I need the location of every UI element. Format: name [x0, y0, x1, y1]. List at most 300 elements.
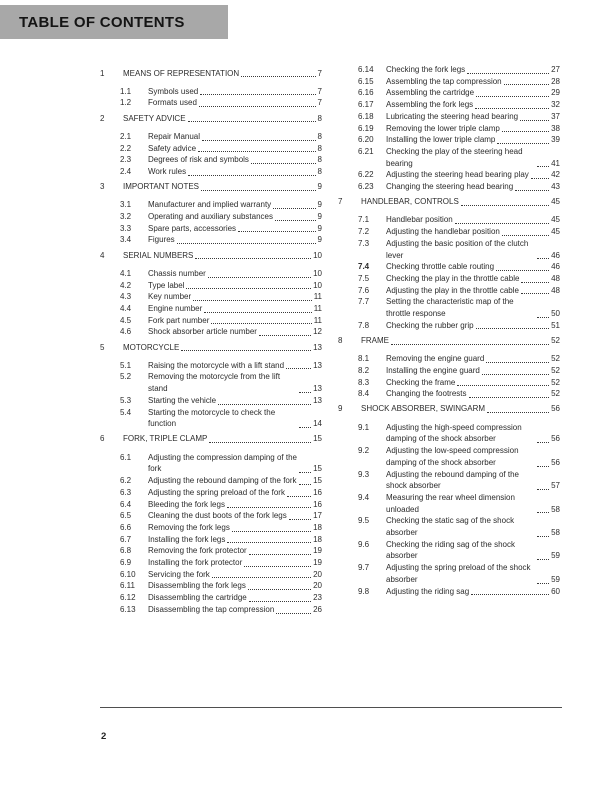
dot-leader — [299, 472, 311, 473]
entry-page-number: 18 — [313, 522, 322, 532]
entry-title: Lubricating the steering head bearing — [386, 111, 519, 121]
dot-leader — [476, 96, 549, 97]
entry-title: Manufacturer and implied warranty — [148, 200, 272, 210]
dot-leader — [520, 120, 549, 121]
entry-number: 8.4 — [358, 389, 370, 399]
toc-entry — [338, 273, 560, 285]
entry-page-number: 20 — [313, 569, 322, 579]
entry-title: Starting the motorcycle to check the function — [148, 407, 276, 429]
entry-title: Cleaning the dust boots of the fork legs — [148, 511, 287, 521]
entry-number: 4.5 — [120, 315, 132, 325]
dot-leader — [487, 412, 549, 413]
toc-entry — [100, 291, 322, 303]
toc-entry — [100, 557, 322, 569]
entry-page-number: 13 — [313, 360, 322, 370]
dot-leader — [248, 589, 311, 590]
entry-page-number: 10 — [313, 280, 322, 290]
entry-number: 6.21 — [358, 146, 374, 156]
entry-number: 1 — [100, 68, 105, 78]
toc-entry — [338, 539, 560, 562]
entry-number: 5.1 — [120, 360, 132, 370]
entry-title: Removing the engine guard — [386, 354, 485, 364]
entry-page-number: 46 — [551, 250, 560, 260]
page-number: 2 — [101, 731, 107, 742]
toc-entry — [338, 320, 560, 332]
entry-title: Checking the riding sag of the shock absorber — [386, 539, 515, 561]
entry-page-number: 58 — [551, 504, 560, 514]
entry-page-number: 59 — [551, 551, 560, 561]
toc-entry — [338, 388, 560, 400]
dot-leader — [299, 392, 311, 393]
toc-entry — [100, 326, 322, 338]
entry-page-number: 28 — [551, 76, 560, 86]
entry-title: Removing the fork legs — [148, 522, 230, 532]
page-title-banner — [0, 5, 228, 39]
toc-entry — [100, 268, 322, 280]
toc-entry — [338, 76, 560, 88]
entry-page-number: 52 — [551, 389, 560, 399]
entry-title: Fork part number — [148, 315, 210, 325]
entry-page-number: 52 — [551, 365, 560, 375]
toc-entry — [338, 403, 560, 415]
page-title: TABLE OF CONTENTS — [19, 13, 185, 31]
entry-page-number: 11 — [313, 315, 322, 325]
entry-page-number: 12 — [313, 327, 322, 337]
entry-number: 6.19 — [358, 123, 374, 133]
dot-leader — [211, 323, 311, 324]
toc-entry — [100, 154, 322, 166]
entry-title: Operating and auxiliary substances — [148, 212, 273, 222]
toc-entry — [338, 238, 560, 261]
entry-page-number: 52 — [551, 377, 560, 387]
toc-entry — [338, 469, 560, 492]
entry-title: Adjusting the low-speed compression damping of the shock absorber — [386, 446, 519, 467]
dot-leader — [502, 235, 549, 236]
entry-number: 9.7 — [358, 563, 370, 573]
dot-leader — [504, 84, 549, 85]
entry-page-number: 15 — [313, 476, 322, 486]
entry-title: Adjusting the basic position of the clutch lever — [386, 238, 529, 260]
dot-leader — [521, 293, 549, 294]
entry-page-number: 43 — [551, 182, 560, 192]
toc-entry — [100, 68, 322, 80]
entry-page-number: 56 — [551, 457, 560, 467]
entry-title: Work rules — [148, 166, 187, 176]
entry-number: 3.1 — [120, 200, 132, 210]
entry-title: Installing the engine guard — [386, 365, 480, 375]
dot-leader — [475, 108, 549, 109]
entry-number: 2.1 — [120, 131, 132, 141]
dot-leader — [202, 140, 316, 141]
entry-page-number: 11 — [313, 303, 322, 313]
dot-leader — [259, 335, 311, 336]
entry-number: 8.2 — [358, 365, 370, 375]
toc-entry — [338, 87, 560, 99]
entry-page-number: 9 — [317, 200, 322, 210]
entry-page-number: 13 — [313, 342, 322, 352]
entry-number: 9 — [338, 404, 343, 414]
dot-leader — [537, 166, 549, 167]
dot-leader — [188, 175, 315, 176]
entry-number: 6 — [100, 434, 105, 444]
dot-leader — [251, 163, 316, 164]
entry-title: Adjusting the spring preload of the shock absorber — [386, 563, 531, 584]
entry-title: HANDLEBAR, CONTROLS — [361, 197, 459, 207]
entry-title: Adjusting the handlebar position — [386, 227, 500, 237]
entry-number: 7 — [338, 197, 343, 207]
dot-leader — [537, 258, 549, 259]
dot-leader — [241, 76, 315, 77]
entry-title: Assembling the fork legs — [386, 100, 474, 110]
dot-leader — [515, 190, 549, 191]
dot-leader — [531, 178, 549, 179]
entry-number: 6.11 — [120, 581, 135, 591]
dot-leader — [391, 344, 549, 345]
entry-number: 7.3 — [358, 238, 370, 248]
entry-number: 6.18 — [358, 111, 374, 121]
entry-number: 6.3 — [120, 487, 132, 497]
entry-number: 3.2 — [120, 212, 132, 222]
entry-page-number: 7 — [317, 68, 322, 78]
toc-entry — [338, 261, 560, 273]
entry-page-number: 48 — [551, 273, 560, 283]
dot-leader — [244, 566, 311, 567]
entry-page-number: 52 — [551, 354, 560, 364]
entry-number: 9.3 — [358, 469, 370, 479]
entry-page-number: 45 — [551, 197, 560, 207]
dot-leader — [537, 559, 549, 560]
entry-title: Adjusting the high-speed compression damping of the shock absorber — [386, 422, 522, 444]
entry-number: 2.2 — [120, 143, 132, 153]
entry-title: Disassembling the fork legs — [148, 581, 246, 591]
entry-title: Checking the fork legs — [386, 65, 466, 74]
entry-page-number: 32 — [551, 100, 560, 110]
entry-page-number: 29 — [551, 88, 560, 98]
toc-entry — [100, 166, 322, 178]
toc-entry — [338, 492, 560, 515]
entry-title: Servicing the fork — [148, 569, 210, 579]
entry-title: Installing the fork legs — [148, 534, 226, 544]
dot-leader — [238, 231, 316, 232]
entry-page-number: 8 — [317, 166, 322, 176]
entry-page-number: 10 — [313, 250, 322, 260]
toc-entry — [100, 211, 322, 223]
entry-page-number: 41 — [551, 158, 560, 168]
entry-title: Repair Manual — [148, 131, 201, 141]
entry-number: 6.6 — [120, 522, 132, 532]
toc-entry — [338, 515, 560, 538]
entry-page-number: 39 — [551, 135, 560, 145]
entry-number: 2.3 — [120, 155, 132, 165]
entry-number: 4.3 — [120, 292, 132, 302]
entry-number: 6.5 — [120, 511, 132, 521]
entry-title: Removing the motorcycle from the lift stand — [148, 372, 281, 394]
entry-title: Checking the static sag of the shock absorber — [386, 516, 515, 538]
entry-number: 6.20 — [358, 135, 374, 145]
entry-title: Disassembling the cartridge — [148, 593, 247, 603]
entry-number: 6.4 — [120, 499, 132, 509]
entry-title: Starting the vehicle — [148, 395, 217, 405]
entry-title: Disassembling the tap compression — [148, 604, 275, 614]
entry-title: Spare parts, accessories — [148, 223, 237, 233]
entry-page-number: 56 — [551, 434, 560, 444]
entry-number: 9.8 — [358, 586, 370, 596]
entry-page-number: 52 — [551, 335, 560, 345]
entry-title: Safety advice — [148, 143, 197, 153]
entry-number: 9.6 — [358, 539, 370, 549]
entry-page-number: 27 — [551, 65, 560, 74]
dot-leader — [273, 208, 315, 209]
entry-number: 5.3 — [120, 395, 132, 405]
toc-entry — [100, 181, 322, 193]
entry-title: IMPORTANT NOTES — [123, 182, 200, 192]
entry-page-number: 9 — [317, 182, 322, 192]
toc-entry — [100, 604, 322, 616]
dot-leader — [537, 466, 549, 467]
entry-page-number: 37 — [551, 111, 560, 121]
dot-leader — [249, 601, 311, 602]
toc-entry — [338, 214, 560, 226]
dot-leader — [482, 374, 549, 375]
entry-title: Changing the steering head bearing — [386, 182, 514, 192]
entry-title: Adjusting the compression damping of the fork — [148, 452, 297, 474]
entry-number: 6.22 — [358, 170, 374, 180]
entry-title: Degrees of risk and symbols — [148, 155, 249, 165]
toc-entry — [100, 433, 322, 445]
entry-page-number: 17 — [313, 511, 322, 521]
dot-leader — [188, 121, 316, 122]
entry-title: Checking the play in the throttle cable — [386, 273, 520, 283]
entry-page-number: 45 — [551, 227, 560, 237]
entry-page-number: 51 — [551, 320, 560, 330]
entry-number: 6.23 — [358, 182, 374, 192]
dot-leader — [457, 385, 549, 386]
toc-entry — [100, 499, 322, 511]
entry-page-number: 9 — [317, 212, 322, 222]
toc-entry — [338, 134, 560, 146]
dot-leader — [502, 131, 549, 132]
entry-page-number: 11 — [313, 292, 322, 302]
entry-title: SHOCK ABSORBER, SWINGARM — [361, 404, 486, 414]
dot-leader — [286, 368, 311, 369]
entry-title: Engine number — [148, 303, 203, 313]
entry-number: 7.1 — [358, 215, 370, 225]
dot-leader — [497, 143, 549, 144]
toc-entry — [100, 234, 322, 246]
dot-leader — [227, 542, 311, 543]
dot-leader — [537, 512, 549, 513]
entry-number: 5.2 — [120, 372, 132, 382]
toc-entry — [338, 196, 560, 208]
toc-entry — [100, 97, 322, 109]
dot-leader — [467, 73, 549, 74]
toc-entry — [100, 407, 322, 430]
entry-page-number: 9 — [317, 223, 322, 233]
entry-number: 1.2 — [120, 98, 132, 108]
entry-number: 8 — [338, 335, 343, 345]
entry-number: 4 — [100, 250, 105, 260]
toc-entry — [100, 522, 322, 534]
toc-entry — [338, 296, 560, 319]
dot-leader — [299, 484, 312, 485]
dot-leader — [276, 613, 311, 614]
entry-page-number: 48 — [551, 285, 560, 295]
dot-leader — [181, 350, 311, 351]
toc-entry — [100, 534, 322, 546]
entry-title: Key number — [148, 292, 192, 302]
dot-leader — [218, 404, 311, 405]
entry-page-number: 38 — [551, 123, 560, 133]
entry-number: 6.9 — [120, 558, 132, 568]
dot-leader — [198, 151, 316, 152]
entry-number: 9.5 — [358, 516, 370, 526]
entry-title: Adjusting the play in the throttle cable — [386, 285, 519, 295]
entry-title: Removing the fork protector — [148, 546, 247, 556]
entry-title: Adjusting the riding sag — [386, 586, 470, 596]
entry-number: 6.1 — [120, 452, 132, 462]
dot-leader — [199, 106, 316, 107]
entry-page-number: 26 — [313, 604, 322, 614]
dot-leader — [537, 442, 549, 443]
toc-entry — [100, 131, 322, 143]
entry-number: 7.4 — [358, 262, 370, 272]
entry-title: FRAME — [361, 335, 389, 345]
toc-entry — [338, 99, 560, 111]
entry-page-number: 16 — [313, 499, 322, 509]
dot-leader — [200, 94, 315, 95]
entry-number: 5.4 — [120, 407, 132, 417]
toc-entry — [338, 146, 560, 169]
entry-number: 3 — [100, 182, 105, 192]
toc-entry — [100, 280, 322, 292]
dot-leader — [496, 270, 549, 271]
toc-entry — [100, 143, 322, 155]
entry-title: Setting the characteristic map of the throttle response — [386, 297, 514, 319]
toc-entry — [100, 199, 322, 211]
dot-leader — [204, 312, 311, 313]
entry-title: Measuring the rear wheel dimension unloaded — [386, 492, 515, 514]
entry-number: 4.1 — [120, 268, 132, 278]
entry-number: 6.14 — [358, 65, 374, 74]
entry-page-number: 19 — [313, 558, 322, 568]
toc-entry — [338, 64, 560, 76]
entry-title: Type label — [148, 280, 185, 290]
entry-title: Figures — [148, 235, 175, 245]
entry-title: Removing the lower triple clamp — [386, 123, 500, 133]
dot-leader — [201, 190, 316, 191]
entry-page-number: 9 — [317, 235, 322, 245]
footer-divider — [100, 707, 562, 708]
dot-leader — [486, 362, 549, 363]
dot-leader — [289, 519, 311, 520]
dot-leader — [469, 397, 550, 398]
entry-page-number: 7 — [317, 98, 322, 108]
entry-number: 9.2 — [358, 446, 370, 456]
entry-title: SAFETY ADVICE — [123, 113, 186, 123]
toc-entry — [100, 487, 322, 499]
dot-leader — [537, 489, 549, 490]
dot-leader — [455, 223, 549, 224]
entry-title: Adjusting the rebound damping of the shock absorber — [386, 469, 519, 491]
entry-title: Checking the play of the steering head bearing — [386, 146, 523, 168]
toc-entry — [100, 250, 322, 262]
dot-leader — [212, 577, 311, 578]
entry-page-number: 42 — [551, 170, 560, 180]
entry-title: Checking throttle cable routing — [386, 262, 495, 272]
entry-page-number: 8 — [317, 113, 322, 123]
toc-column-left — [100, 64, 322, 616]
toc-entry — [100, 86, 322, 98]
toc-entry — [100, 569, 322, 581]
entry-title: SERIAL NUMBERS — [123, 250, 194, 260]
dot-leader — [476, 328, 549, 329]
entry-number: 6.10 — [120, 569, 136, 579]
toc-entry — [100, 315, 322, 327]
entry-number: 4.6 — [120, 327, 132, 337]
toc-entry — [100, 395, 322, 407]
dot-leader — [227, 507, 311, 508]
toc-entry — [338, 353, 560, 365]
entry-page-number: 8 — [317, 131, 322, 141]
dot-leader — [193, 300, 312, 301]
entry-number: 3.4 — [120, 235, 132, 245]
entry-number: 7.7 — [358, 297, 370, 307]
dot-leader — [232, 531, 311, 532]
entry-title: Symbols used — [148, 86, 199, 96]
entry-number: 6.8 — [120, 546, 132, 556]
entry-title: Assembling the cartridge — [386, 88, 475, 98]
toc-entry — [338, 562, 560, 585]
entry-page-number: 23 — [313, 593, 322, 603]
toc-entry — [338, 445, 560, 468]
toc-entry — [338, 377, 560, 389]
entry-number: 8.1 — [358, 354, 370, 364]
entry-page-number: 57 — [551, 481, 560, 491]
entry-number: 4.2 — [120, 280, 132, 290]
entry-page-number: 60 — [551, 586, 560, 596]
entry-number: 3.3 — [120, 223, 132, 233]
toc-entry — [100, 545, 322, 557]
entry-number: 1.1 — [120, 86, 132, 96]
entry-title: MOTORCYCLE — [123, 342, 180, 352]
entry-number: 6.2 — [120, 476, 132, 486]
toc-entry — [100, 510, 322, 522]
entry-page-number: 19 — [313, 546, 322, 556]
entry-number: 9.1 — [358, 422, 370, 432]
entry-number: 2 — [100, 113, 105, 123]
entry-page-number: 15 — [313, 464, 322, 474]
entry-page-number: 50 — [551, 309, 560, 319]
entry-number: 8.3 — [358, 377, 370, 387]
entry-title: Adjusting the steering head bearing play — [386, 170, 529, 180]
entry-number: 9.4 — [358, 492, 370, 502]
entry-page-number: 20 — [313, 581, 322, 591]
entry-page-number: 14 — [313, 419, 322, 429]
entry-page-number: 59 — [551, 574, 560, 584]
toc-entry — [338, 285, 560, 297]
entry-page-number: 7 — [317, 86, 322, 96]
toc-entry — [338, 123, 560, 135]
entry-page-number: 56 — [551, 404, 560, 414]
toc-entry — [100, 113, 322, 125]
toc-entry — [100, 342, 322, 354]
toc-column-right — [338, 64, 560, 597]
entry-title: Installing the lower triple clamp — [386, 135, 496, 145]
entry-title: MEANS OF REPRESENTATION — [123, 68, 240, 78]
entry-page-number: 16 — [313, 487, 322, 497]
dot-leader — [208, 277, 311, 278]
entry-number: 7.6 — [358, 285, 370, 295]
